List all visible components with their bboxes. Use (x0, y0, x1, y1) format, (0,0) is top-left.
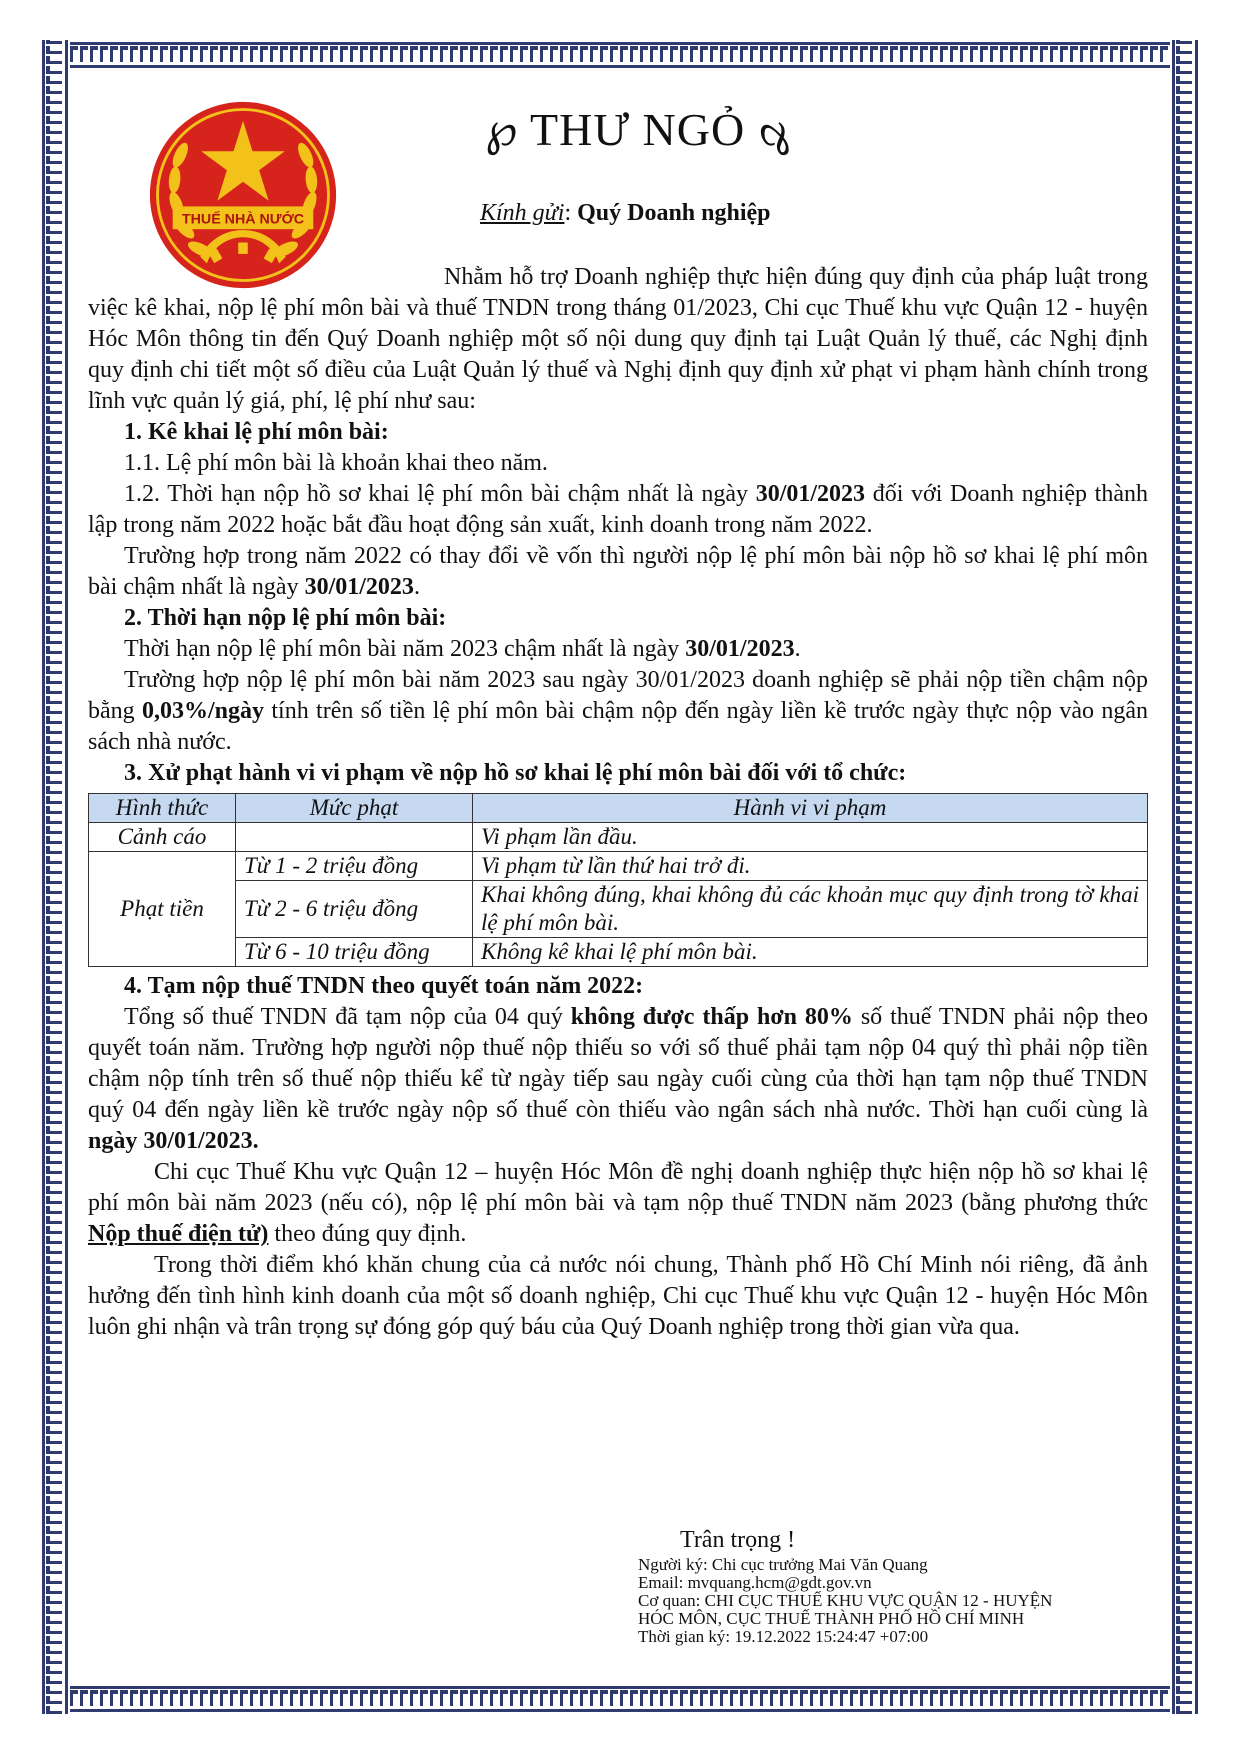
cell-type: Phạt tiền (89, 852, 236, 967)
section4-p1: Tổng số thuế TNDN đã tạm nộp của 04 quý không được thấp hơn 80% số thuế TNDN phải nộp theo quyết toán năm. Trường hợp người nộp thuế nộp thiếu so với số thuế phải tạm nộp 04 quý thì phải nộp tiền chậm nộp tính trên số thuế nộp thiếu kể từ ngày tiếp sau ngày cuối cùng của thời hạn tạm nộp thuế TNDN quý 04 đến ngày liền kề trước ngày nộp số thuế còn thiếu vào ngân sách nhà nước. Thời hạn cuối cùng là ngày 30/01/2023. (88, 1004, 1148, 1154)
section1-heading: 1. Kê khai lệ phí môn bài: (124, 419, 389, 445)
late-rate: 0,03%/ngày (142, 698, 265, 724)
deadline-date: 30/01/2023 (685, 636, 795, 662)
table-row (89, 823, 1148, 852)
signer-agency: Cơ quan: CHI CỤC THUẾ KHU VỰC QUẬN 12 - HUYỆN (638, 1591, 1053, 1610)
intro-paragraph: Nhằm hỗ trợ Doanh nghiệp thực hiện đúng quy định của pháp luật trong việc kê khai, nộp lệ phí môn bài và thuế TNDN trong tháng 01/2023, Chi cục Thuế khu vực Quận 12 - huyện Hóc Môn thông tin đến Quý Doanh nghiệp một số nội dung quy định tại Luật Quản lý thuế, các Nghị định quy định chi tiết một số điều của Luật Quản lý thuế và Nghị định quy định xử phạt vi phạm hành chính trong lĩnh vực quản lý giá, phí, lệ phí như sau: (88, 264, 1148, 414)
border-top (40, 40, 1200, 70)
title-text: THƯ NGỎ (530, 104, 746, 155)
letter-body (88, 262, 1148, 1343)
cell-fine: Từ 1 - 2 triệu đồng (236, 852, 473, 881)
minimum-rate: không được thấp hơn 80% (570, 1004, 853, 1030)
cell-act: Không kê khai lệ phí môn bài. (473, 938, 1148, 967)
ornament-left-icon: ℘ (485, 104, 519, 155)
sign-time: Thời gian ký: 19.12.2022 15:24:47 +07:00 (638, 1627, 929, 1646)
cell-act: Vi phạm từ lần thứ hai trở đi. (473, 852, 1148, 881)
e-tax-method: Nộp thuế điện tử) (88, 1221, 269, 1247)
cell-type: Cảnh cáo (89, 823, 236, 852)
request-paragraph: Chi cục Thuế Khu vực Quận 12 – huyện Hóc Môn đề nghị doanh nghiệp thực hiện nộp hồ sơ khai lệ phí môn bài năm 2023 (nếu có), nộp lệ phí môn bài và tạm nộp thuế TNDN năm 2023 (bằng phương thức Nộp thuế điện tử) theo đúng quy định. (88, 1159, 1148, 1247)
border-left (40, 40, 70, 1714)
column-header: Hình thức (89, 794, 236, 823)
cell-fine (236, 823, 473, 852)
section2-p2: Trường hợp nộp lệ phí môn bài năm 2023 sau ngày 30/01/2023 doanh nghiệp sẽ phải nộp tiền chậm nộp bằng 0,03%/ngày tính trên số tiền lệ phí môn bài chậm nộp đến ngày liền kề trước ngày thực nộp vào ngân sách nhà nước. (88, 667, 1148, 755)
closing: Trân trọng ! (680, 1527, 796, 1553)
signer: Người ký: Chi cục trưởng Mai Văn Quang (638, 1555, 928, 1574)
table-row (89, 852, 1148, 881)
greeting-recipient: Quý Doanh nghiệp (577, 200, 771, 226)
signer-email: Email: mvquang.hcm@gdt.gov.vn (638, 1573, 872, 1592)
emblem-text: THUẾ NHÀ NƯỚC (181, 211, 305, 228)
section1-p2: 1.2. Thời hạn nộp hồ sơ khai lệ phí môn bài chậm nhất là ngày 30/01/2023 đối với Doanh nghiệp thành lập trong năm 2022 hoặc bắt đầu hoạt động sản xuất, kinh doanh trong năm 2022. (88, 481, 1148, 538)
section2-p1: Thời hạn nộp lệ phí môn bài năm 2023 chậm nhất là ngày 30/01/2023. (124, 636, 801, 662)
table-row (89, 938, 1148, 967)
cell-fine: Từ 6 - 10 triệu đồng (236, 938, 473, 967)
table-header-row (89, 794, 1148, 823)
digital-signature (638, 1556, 1108, 1646)
deadline-date: 30/01/2023 (755, 481, 866, 507)
penalty-table (88, 793, 1148, 967)
deadline-date: 30/01/2023 (304, 574, 414, 600)
table-row (89, 881, 1148, 938)
section3-heading: 3. Xử phạt hành vi vi phạm về nộp hồ sơ khai lệ phí môn bài đối với tổ chức: (124, 760, 907, 786)
border-right (1170, 40, 1200, 1714)
cell-act: Vi phạm lần đầu. (473, 823, 1148, 852)
section1-p1: 1.1. Lệ phí môn bài là khoản khai theo năm. (124, 450, 548, 476)
section1-p3: Trường hợp trong năm 2022 có thay đổi về vốn thì người nộp lệ phí môn bài nộp hồ sơ khai lệ phí môn bài chậm nhất là ngày 30/01/2023. (88, 543, 1148, 600)
column-header: Hành vi vi phạm (473, 794, 1148, 823)
letter-title (88, 102, 1148, 156)
greeting: Kính gửi: Quý Doanh nghiệp (480, 200, 771, 226)
border-bottom (40, 1684, 1200, 1714)
signer-agency-cont: HÓC MÔN, CỤC THUẾ THÀNH PHỐ HỒ CHÍ MINH (638, 1609, 1025, 1628)
section4-heading: 4. Tạm nộp thuế TNDN theo quyết toán năm 2022: (124, 973, 644, 999)
thanks-paragraph: Trong thời điểm khó khăn chung của cả nước nói chung, Thành phố Hồ Chí Minh nói riêng, đã ảnh hưởng đến tình hình kinh doanh của một số doanh nghiệp, Chi cục Thuế khu vực Quận 12 - huyện Hóc Môn luôn ghi nhận và trân trọng sự đóng góp quý báu của Quý Doanh nghiệp trong thời gian vừa qua. (88, 1252, 1148, 1340)
column-header: Mức phạt (236, 794, 473, 823)
ornament-right-icon: ℘ (757, 104, 791, 155)
cell-act: Khai không đúng, khai không đủ các khoản mục quy định trong tờ khai lệ phí môn bài. (473, 881, 1148, 938)
deadline-date: ngày 30/01/2023. (88, 1128, 259, 1154)
section2-heading: 2. Thời hạn nộp lệ phí môn bài: (124, 605, 447, 631)
greeting-label: Kính gửi (480, 200, 565, 226)
cell-fine: Từ 2 - 6 triệu đồng (236, 881, 473, 938)
